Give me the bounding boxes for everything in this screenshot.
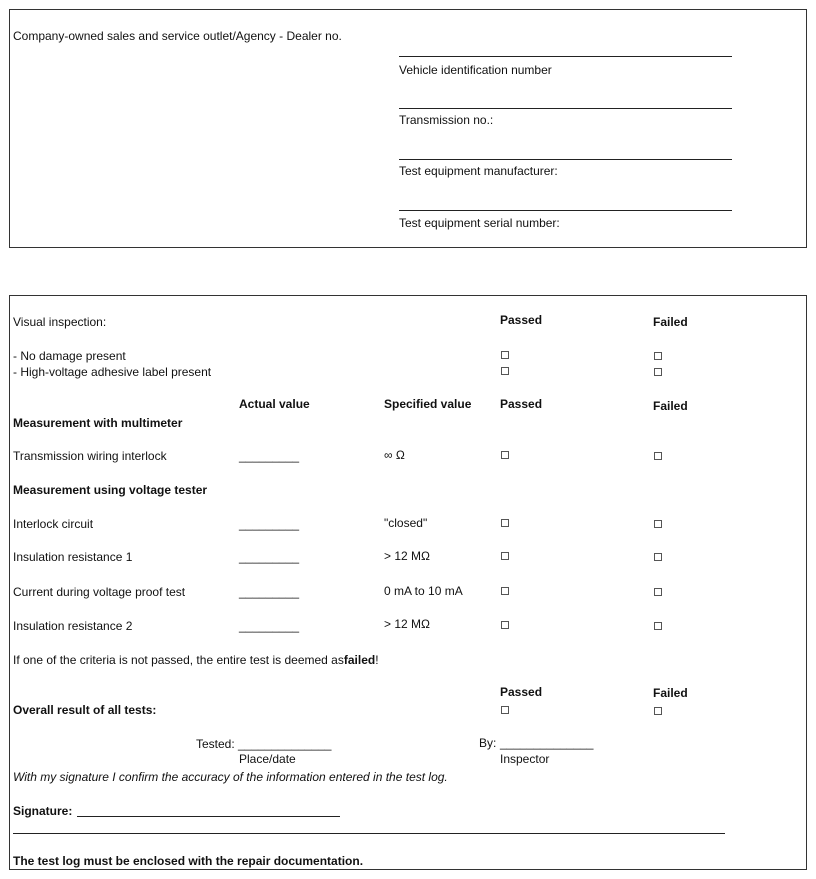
equipment-manufacturer-label: Test equipment manufacturer: (399, 164, 558, 178)
dealer-label: Company-owned sales and service outlet/Agency - Dealer no. (13, 29, 342, 43)
passed-header: Passed (500, 397, 543, 411)
insulation-1-specified: > 12 MΩ (384, 549, 430, 563)
signature-field[interactable] (77, 816, 340, 817)
interlock-circuit-passed-checkbox[interactable] (501, 519, 509, 527)
actual-value-header: Actual value (239, 397, 310, 411)
voltage-proof-passed-checkbox[interactable] (501, 587, 509, 595)
no-damage-label: - No damage present (13, 349, 126, 363)
failed-header: Failed (653, 399, 688, 413)
hv-label-failed-checkbox[interactable] (654, 368, 662, 376)
insulation-1-actual[interactable]: _________ (239, 550, 300, 564)
transmission-no-field[interactable] (399, 108, 732, 109)
place-date-caption: Place/date (239, 752, 296, 766)
header-section (9, 9, 807, 248)
interlock-circuit-actual[interactable]: _________ (239, 517, 300, 531)
by-label: By: (479, 736, 497, 750)
insulation-2-failed-checkbox[interactable] (654, 622, 662, 630)
voltage-proof-actual[interactable]: _________ (239, 585, 300, 599)
wiring-interlock-passed-checkbox[interactable] (501, 451, 509, 459)
insulation-2-label: Insulation resistance 2 (13, 619, 133, 633)
voltage-proof-specified: 0 mA to 10 mA (384, 584, 463, 598)
insulation-1-failed-checkbox[interactable] (654, 553, 662, 561)
vin-field[interactable] (399, 56, 732, 57)
wiring-interlock-actual[interactable]: _________ (239, 449, 300, 463)
confirm-text: With my signature I confirm the accuracy of the information entered in the test log. (13, 770, 448, 784)
transmission-no-label: Transmission no.: (399, 113, 494, 127)
overall-result-label: Overall result of all tests: (13, 703, 157, 717)
hv-label-present-label: - High-voltage adhesive label present (13, 365, 212, 379)
visual-passed-header: Passed (500, 313, 543, 327)
wiring-interlock-specified: ∞ Ω (384, 448, 405, 462)
tested-place-date-field[interactable]: ______________ (238, 737, 332, 751)
insulation-1-passed-checkbox[interactable] (501, 552, 509, 560)
interlock-circuit-specified: "closed" (384, 516, 428, 530)
overall-failed-checkbox[interactable] (654, 707, 662, 715)
insulation-2-specified: > 12 MΩ (384, 617, 430, 631)
insulation-1-label: Insulation resistance 1 (13, 550, 133, 564)
inspector-caption: Inspector (500, 752, 550, 766)
equipment-serial-label: Test equipment serial number: (399, 216, 560, 230)
footer-note: The test log must be enclosed with the repair documentation. (13, 854, 364, 868)
overall-passed-checkbox[interactable] (501, 706, 509, 714)
signature-extra-line (13, 833, 725, 834)
inspector-field[interactable]: ______________ (500, 736, 594, 750)
insulation-2-actual[interactable]: _________ (239, 619, 300, 633)
hv-label-passed-checkbox[interactable] (501, 367, 509, 375)
insulation-2-passed-checkbox[interactable] (501, 621, 509, 629)
wiring-interlock-label: Transmission wiring interlock (13, 449, 167, 463)
vin-label: Vehicle identification number (399, 63, 552, 77)
voltage-tester-heading: Measurement using voltage tester (13, 483, 208, 497)
wiring-interlock-failed-checkbox[interactable] (654, 452, 662, 460)
interlock-circuit-failed-checkbox[interactable] (654, 520, 662, 528)
interlock-circuit-label: Interlock circuit (13, 517, 94, 531)
tested-label: Tested: (196, 737, 235, 751)
specified-value-header: Specified value (384, 397, 472, 411)
no-damage-passed-checkbox[interactable] (501, 351, 509, 359)
equipment-serial-field[interactable] (399, 210, 732, 211)
voltage-proof-label: Current during voltage proof test (13, 585, 186, 599)
signature-label: Signature: (13, 804, 73, 818)
multimeter-heading: Measurement with multimeter (13, 416, 183, 430)
visual-failed-header: Failed (653, 315, 688, 329)
visual-inspection-label: Visual inspection: (13, 315, 107, 329)
no-damage-failed-checkbox[interactable] (654, 352, 662, 360)
overall-passed-header: Passed (500, 685, 543, 699)
criteria-note: If one of the criteria is not passed, the entire test is deemed asfailed! (13, 653, 379, 667)
equipment-manufacturer-field[interactable] (399, 159, 732, 160)
voltage-proof-failed-checkbox[interactable] (654, 588, 662, 596)
overall-failed-header: Failed (653, 686, 688, 700)
